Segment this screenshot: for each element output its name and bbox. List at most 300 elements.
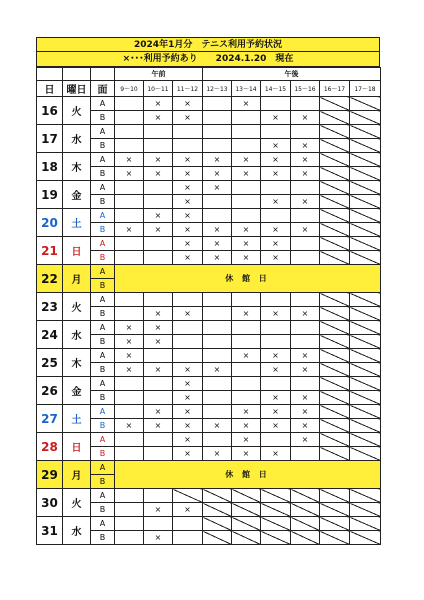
- unavailable-slot: [350, 335, 381, 349]
- open-slot: [173, 125, 203, 139]
- reserved-slot: ×: [261, 223, 291, 237]
- day-number: 20: [37, 209, 63, 237]
- court-label: A: [91, 181, 115, 195]
- unavailable-slot: [350, 111, 381, 125]
- open-slot: [173, 335, 203, 349]
- reserved-slot: ×: [203, 363, 232, 377]
- court-label: B: [91, 503, 115, 517]
- unavailable-slot: [320, 181, 350, 195]
- reserved-slot: ×: [203, 447, 232, 461]
- unavailable-slot: [320, 195, 350, 209]
- unavailable-slot: [320, 209, 350, 223]
- unavailable-slot: [350, 307, 381, 321]
- open-slot: [291, 237, 320, 251]
- reserved-slot: ×: [291, 433, 320, 447]
- open-slot: [144, 377, 173, 391]
- open-slot: [261, 293, 291, 307]
- open-slot: [261, 377, 291, 391]
- court-label: A: [91, 489, 115, 503]
- open-slot: [173, 139, 203, 153]
- reserved-slot: ×: [173, 503, 203, 517]
- unavailable-slot: [232, 531, 261, 545]
- reserved-slot: ×: [232, 223, 261, 237]
- open-slot: [232, 111, 261, 125]
- unavailable-slot: [320, 223, 350, 237]
- open-slot: [203, 195, 232, 209]
- weekday: 月: [63, 461, 91, 489]
- slot-header: 11～12: [173, 81, 203, 97]
- open-slot: [291, 209, 320, 223]
- reserved-slot: ×: [144, 419, 173, 433]
- weekday: 金: [63, 377, 91, 405]
- unavailable-slot: [320, 321, 350, 335]
- open-slot: [261, 433, 291, 447]
- open-slot: [115, 111, 144, 125]
- open-slot: [291, 181, 320, 195]
- unavailable-slot: [350, 489, 381, 503]
- open-slot: [115, 125, 144, 139]
- day-number: 16: [37, 97, 63, 125]
- court-label: A: [91, 265, 115, 279]
- unavailable-slot: [350, 125, 381, 139]
- sheet-subtitle: ×･･･利用予約あり 2024.1.20 現在: [36, 52, 380, 67]
- reserved-slot: ×: [261, 447, 291, 461]
- open-slot: [232, 139, 261, 153]
- open-slot: [115, 405, 144, 419]
- reserved-slot: ×: [144, 97, 173, 111]
- reserved-slot: ×: [232, 349, 261, 363]
- reserved-slot: ×: [173, 377, 203, 391]
- open-slot: [232, 363, 261, 377]
- court-label: A: [91, 125, 115, 139]
- unavailable-slot: [350, 181, 381, 195]
- court-label: A: [91, 237, 115, 251]
- unavailable-slot: [261, 489, 291, 503]
- unavailable-slot: [320, 251, 350, 265]
- unavailable-slot: [350, 531, 381, 545]
- open-slot: [115, 447, 144, 461]
- open-slot: [291, 321, 320, 335]
- open-slot: [291, 293, 320, 307]
- reserved-slot: ×: [203, 419, 232, 433]
- slot-header: 17～18: [350, 81, 381, 97]
- open-slot: [144, 293, 173, 307]
- reserved-slot: ×: [232, 167, 261, 181]
- open-slot: [144, 237, 173, 251]
- unavailable-slot: [320, 167, 350, 181]
- reserved-slot: ×: [115, 223, 144, 237]
- court-label: A: [91, 209, 115, 223]
- court-label: A: [91, 405, 115, 419]
- reserved-slot: ×: [261, 307, 291, 321]
- sheet-title: 2024年1月分 テニス利用予約状況: [36, 37, 380, 52]
- open-slot: [115, 517, 144, 531]
- afternoon-header: 午後: [203, 68, 381, 81]
- unavailable-slot: [350, 139, 381, 153]
- table-row: [37, 461, 381, 475]
- court-label: A: [91, 461, 115, 475]
- open-slot: [115, 97, 144, 111]
- weekday: 水: [63, 517, 91, 545]
- open-slot: [115, 433, 144, 447]
- court-label: A: [91, 517, 115, 531]
- unavailable-slot: [350, 167, 381, 181]
- reservation-sheet: [36, 37, 380, 549]
- weekday: 木: [63, 153, 91, 181]
- unavailable-slot: [350, 153, 381, 167]
- reserved-slot: ×: [232, 153, 261, 167]
- unavailable-slot: [350, 517, 381, 531]
- reservation-table: [36, 67, 381, 545]
- open-slot: [144, 251, 173, 265]
- reserved-slot: ×: [291, 195, 320, 209]
- open-slot: [144, 195, 173, 209]
- reserved-slot: ×: [291, 139, 320, 153]
- unavailable-slot: [320, 125, 350, 139]
- weekday-header: 曜日: [63, 81, 91, 97]
- reserved-slot: ×: [261, 251, 291, 265]
- table-row: [37, 153, 381, 167]
- reserved-slot: ×: [291, 405, 320, 419]
- court-label: B: [91, 335, 115, 349]
- open-slot: [203, 321, 232, 335]
- reserved-slot: ×: [232, 433, 261, 447]
- court-label: A: [91, 153, 115, 167]
- reserved-slot: ×: [173, 363, 203, 377]
- reserved-slot: ×: [115, 153, 144, 167]
- reserved-slot: ×: [261, 195, 291, 209]
- reserved-slot: ×: [261, 237, 291, 251]
- open-slot: [144, 433, 173, 447]
- court-label: B: [91, 139, 115, 153]
- day-number: 17: [37, 125, 63, 153]
- court-label: B: [91, 279, 115, 293]
- open-slot: [144, 489, 173, 503]
- unavailable-slot: [320, 447, 350, 461]
- reserved-slot: ×: [232, 447, 261, 461]
- unavailable-slot: [320, 405, 350, 419]
- reserved-slot: ×: [115, 167, 144, 181]
- day-number: 24: [37, 321, 63, 349]
- unavailable-slot: [203, 531, 232, 545]
- court-label: B: [91, 167, 115, 181]
- table-row: [37, 433, 381, 447]
- open-slot: [232, 293, 261, 307]
- reserved-slot: ×: [291, 223, 320, 237]
- court-label: B: [91, 419, 115, 433]
- open-slot: [144, 181, 173, 195]
- reserved-slot: ×: [115, 349, 144, 363]
- unavailable-slot: [350, 293, 381, 307]
- open-slot: [173, 517, 203, 531]
- table-row: [37, 265, 381, 279]
- slot-header: 10～11: [144, 81, 173, 97]
- reserved-slot: ×: [291, 307, 320, 321]
- open-slot: [173, 531, 203, 545]
- day-number: 21: [37, 237, 63, 265]
- weekday: 日: [63, 237, 91, 265]
- reserved-slot: ×: [291, 349, 320, 363]
- open-slot: [232, 125, 261, 139]
- table-row: [37, 489, 381, 503]
- weekday: 火: [63, 489, 91, 517]
- unavailable-slot: [320, 237, 350, 251]
- open-slot: [115, 307, 144, 321]
- reserved-slot: ×: [173, 405, 203, 419]
- reserved-slot: ×: [232, 237, 261, 251]
- reserved-slot: ×: [203, 181, 232, 195]
- unavailable-slot: [350, 251, 381, 265]
- reserved-slot: ×: [203, 167, 232, 181]
- table-row: [37, 517, 381, 531]
- reserved-slot: ×: [115, 321, 144, 335]
- weekday: 水: [63, 321, 91, 349]
- open-slot: [115, 503, 144, 517]
- open-slot: [203, 349, 232, 363]
- unavailable-slot: [320, 293, 350, 307]
- unavailable-slot: [350, 363, 381, 377]
- unavailable-slot: [320, 97, 350, 111]
- open-slot: [291, 335, 320, 349]
- open-slot: [232, 391, 261, 405]
- open-slot: [232, 195, 261, 209]
- open-slot: [115, 489, 144, 503]
- open-slot: [232, 181, 261, 195]
- unavailable-slot: [350, 349, 381, 363]
- unavailable-slot: [173, 489, 203, 503]
- unavailable-slot: [320, 433, 350, 447]
- weekday: 土: [63, 405, 91, 433]
- open-slot: [203, 405, 232, 419]
- reserved-slot: ×: [203, 223, 232, 237]
- reserved-slot: ×: [173, 433, 203, 447]
- open-slot: [232, 377, 261, 391]
- open-slot: [203, 335, 232, 349]
- unavailable-slot: [350, 209, 381, 223]
- open-slot: [144, 349, 173, 363]
- open-slot: [203, 377, 232, 391]
- open-slot: [144, 139, 173, 153]
- open-slot: [115, 391, 144, 405]
- open-slot: [173, 349, 203, 363]
- unavailable-slot: [320, 153, 350, 167]
- reserved-slot: ×: [173, 111, 203, 125]
- unavailable-slot: [232, 517, 261, 531]
- unavailable-slot: [320, 419, 350, 433]
- open-slot: [203, 307, 232, 321]
- reserved-slot: ×: [144, 167, 173, 181]
- table-row: [37, 349, 381, 363]
- reserved-slot: ×: [232, 97, 261, 111]
- reserved-slot: ×: [144, 209, 173, 223]
- open-slot: [115, 195, 144, 209]
- reserved-slot: ×: [144, 531, 173, 545]
- reserved-slot: ×: [173, 391, 203, 405]
- table-row: [37, 405, 381, 419]
- reserved-slot: ×: [291, 111, 320, 125]
- slot-header: 12～13: [203, 81, 232, 97]
- open-slot: [144, 125, 173, 139]
- unavailable-slot: [232, 489, 261, 503]
- table-row: [37, 97, 381, 111]
- open-slot: [144, 517, 173, 531]
- court-label: A: [91, 97, 115, 111]
- slot-header: 13～14: [232, 81, 261, 97]
- reserved-slot: ×: [144, 321, 173, 335]
- unavailable-slot: [350, 377, 381, 391]
- open-slot: [115, 237, 144, 251]
- unavailable-slot: [320, 139, 350, 153]
- unavailable-slot: [320, 349, 350, 363]
- court-label: A: [91, 433, 115, 447]
- day-number: 22: [37, 265, 63, 293]
- unavailable-slot: [320, 111, 350, 125]
- table-row: [37, 237, 381, 251]
- unavailable-slot: [350, 321, 381, 335]
- table-row: [37, 377, 381, 391]
- closed-day-banner: 休 館 日: [115, 265, 381, 293]
- reserved-slot: ×: [173, 419, 203, 433]
- day-number: 31: [37, 517, 63, 545]
- unavailable-slot: [203, 503, 232, 517]
- slot-header: 9～10: [115, 81, 144, 97]
- day-header: 日: [37, 81, 63, 97]
- reserved-slot: ×: [291, 391, 320, 405]
- unavailable-slot: [320, 517, 350, 531]
- open-slot: [203, 111, 232, 125]
- weekday: 木: [63, 349, 91, 377]
- open-slot: [291, 251, 320, 265]
- court-label: A: [91, 377, 115, 391]
- reserved-slot: ×: [203, 237, 232, 251]
- reserved-slot: ×: [291, 419, 320, 433]
- day-number: 19: [37, 181, 63, 209]
- unavailable-slot: [291, 489, 320, 503]
- open-slot: [115, 251, 144, 265]
- reserved-slot: ×: [203, 251, 232, 265]
- court-label: B: [91, 531, 115, 545]
- reserved-slot: ×: [173, 223, 203, 237]
- open-slot: [144, 391, 173, 405]
- open-slot: [261, 97, 291, 111]
- reserved-slot: ×: [173, 167, 203, 181]
- reserved-slot: ×: [173, 181, 203, 195]
- weekday: 火: [63, 293, 91, 321]
- unavailable-slot: [291, 517, 320, 531]
- reserved-slot: ×: [173, 237, 203, 251]
- unavailable-slot: [291, 503, 320, 517]
- reserved-slot: ×: [261, 405, 291, 419]
- unavailable-slot: [350, 419, 381, 433]
- unavailable-slot: [320, 391, 350, 405]
- court-label: B: [91, 363, 115, 377]
- reserved-slot: ×: [291, 363, 320, 377]
- reserved-slot: ×: [261, 167, 291, 181]
- slot-header: 16～17: [320, 81, 350, 97]
- morning-header: 午前: [115, 68, 203, 81]
- reserved-slot: ×: [173, 209, 203, 223]
- unavailable-slot: [320, 335, 350, 349]
- court-label: B: [91, 111, 115, 125]
- unavailable-slot: [350, 195, 381, 209]
- reserved-slot: ×: [144, 111, 173, 125]
- weekday: 土: [63, 209, 91, 237]
- open-slot: [261, 125, 291, 139]
- unavailable-slot: [203, 489, 232, 503]
- open-slot: [173, 293, 203, 307]
- unavailable-slot: [320, 363, 350, 377]
- court-header: 面: [91, 81, 115, 97]
- reserved-slot: ×: [115, 335, 144, 349]
- unavailable-slot: [350, 391, 381, 405]
- open-slot: [232, 209, 261, 223]
- reserved-slot: ×: [144, 335, 173, 349]
- closed-day-banner: 休 館 日: [115, 461, 381, 489]
- open-slot: [115, 377, 144, 391]
- unavailable-slot: [203, 517, 232, 531]
- unavailable-slot: [350, 97, 381, 111]
- unavailable-slot: [261, 531, 291, 545]
- court-label: B: [91, 447, 115, 461]
- open-slot: [115, 293, 144, 307]
- slot-header: 14～15: [261, 81, 291, 97]
- day-number: 30: [37, 489, 63, 517]
- reserved-slot: ×: [291, 167, 320, 181]
- reserved-slot: ×: [261, 349, 291, 363]
- unavailable-slot: [232, 503, 261, 517]
- open-slot: [173, 321, 203, 335]
- reserved-slot: ×: [203, 153, 232, 167]
- reserved-slot: ×: [173, 153, 203, 167]
- weekday: 金: [63, 181, 91, 209]
- open-slot: [203, 391, 232, 405]
- unavailable-slot: [261, 503, 291, 517]
- reserved-slot: ×: [232, 251, 261, 265]
- open-slot: [261, 321, 291, 335]
- open-slot: [261, 335, 291, 349]
- court-label: A: [91, 321, 115, 335]
- day-number: 26: [37, 377, 63, 405]
- open-slot: [144, 447, 173, 461]
- table-row: [37, 181, 381, 195]
- court-label: B: [91, 391, 115, 405]
- table-row: [37, 293, 381, 307]
- open-slot: [115, 181, 144, 195]
- reserved-slot: ×: [144, 223, 173, 237]
- open-slot: [261, 181, 291, 195]
- unavailable-slot: [320, 531, 350, 545]
- unavailable-slot: [320, 377, 350, 391]
- court-label: B: [91, 195, 115, 209]
- table-row: [37, 321, 381, 335]
- court-label: B: [91, 475, 115, 489]
- reserved-slot: ×: [173, 251, 203, 265]
- unavailable-slot: [350, 503, 381, 517]
- reserved-slot: ×: [173, 447, 203, 461]
- open-slot: [203, 139, 232, 153]
- weekday: 月: [63, 265, 91, 293]
- open-slot: [232, 321, 261, 335]
- open-slot: [115, 209, 144, 223]
- open-slot: [203, 293, 232, 307]
- court-label: A: [91, 293, 115, 307]
- reserved-slot: ×: [173, 97, 203, 111]
- reserved-slot: ×: [261, 153, 291, 167]
- unavailable-slot: [320, 503, 350, 517]
- day-number: 18: [37, 153, 63, 181]
- reserved-slot: ×: [144, 307, 173, 321]
- reserved-slot: ×: [173, 195, 203, 209]
